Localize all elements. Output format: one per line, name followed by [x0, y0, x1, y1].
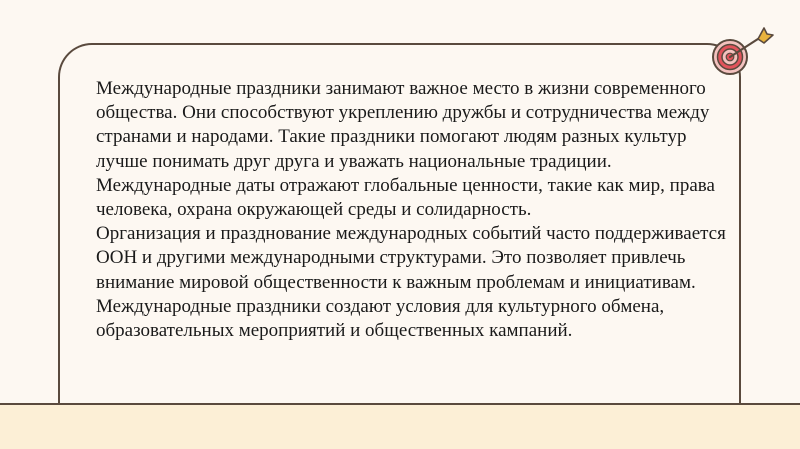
target-arrow-icon — [706, 24, 776, 80]
paragraph-1: Международные праздники занимают важное место в жизни современного общества. Они способствуют укреплению дружбы и сотрудничества между странами и народами. Такие праздники помогают людям разных культур лучше понимать друг друга и уважать национальные традиции. Международные даты отражают глобальные ценности, такие как мир, права человека, охрана окружающей среды и солидарность. — [96, 78, 715, 221]
paragraph-2: Организация и празднование международных событий часто поддерживается ООН и другими международными структурами. Это позволяет привлечь внимание мировой общественности к важным проблемам и инициативам. Международные праздники создают условия для культурного обмена, образовательных мероприятий и общественных кампаний. — [96, 223, 726, 342]
bottom-band — [0, 403, 800, 449]
body-text — [96, 77, 726, 343]
